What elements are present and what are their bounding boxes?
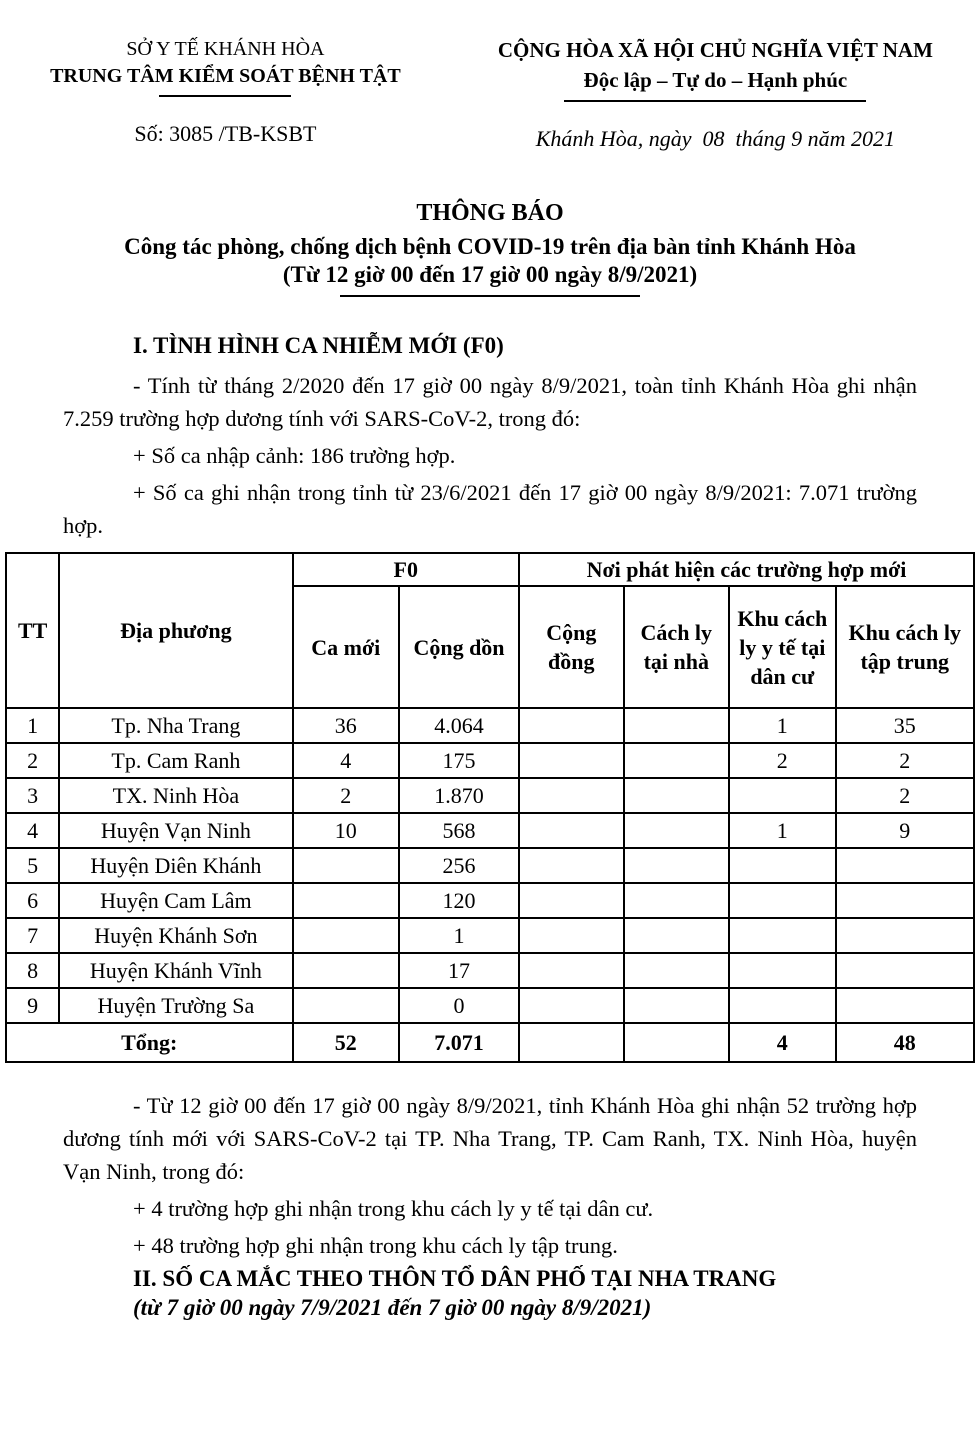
- agency-underline: [159, 95, 291, 97]
- table-cell: [836, 918, 974, 953]
- table-cell: 4.064: [399, 708, 519, 743]
- table-cell: [293, 883, 399, 918]
- col-header-community: Cộng đồng: [519, 586, 624, 708]
- table-row: [6, 813, 974, 848]
- agency-name: TRUNG TÂM KIỂM SOÁT BỆNH TẬT: [50, 65, 401, 87]
- table-cell: [729, 778, 835, 813]
- table-cell: [519, 918, 624, 953]
- table-cell: [624, 883, 730, 918]
- table-total-label: Tổng:: [6, 1023, 293, 1062]
- table-cell: Tp. Nha Trang: [59, 708, 292, 743]
- table-cell: [836, 883, 974, 918]
- document-title-block: [0, 200, 980, 297]
- table-cell: [519, 708, 624, 743]
- table-cell: [519, 778, 624, 813]
- section-1-heading: I. TÌNH HÌNH CA NHIỄM MỚI (F0): [133, 333, 504, 358]
- table-cell: [519, 848, 624, 883]
- table-total-row: [6, 1023, 974, 1062]
- col-header-tt: TT: [6, 553, 59, 708]
- table-total-cell: [519, 1023, 624, 1062]
- table-row: [6, 883, 974, 918]
- table-cell: [836, 848, 974, 883]
- section-1-paragraph-3: + Số ca ghi nhận trong tỉnh từ 23/6/2021 đến 17 giờ 00 ngày 8/9/2021: 7.071 trường hợp.: [63, 480, 917, 538]
- section-2-subheading: (từ 7 giờ 00 ngày 7/9/2021 đến 7 giờ 00 ngày 8/9/2021): [133, 1295, 652, 1320]
- table-row: [6, 778, 974, 813]
- table-cell: [624, 708, 730, 743]
- table-cell: Huyện Diên Khánh: [59, 848, 292, 883]
- document-type-title: THÔNG BÁO: [416, 200, 564, 226]
- table-row: [6, 953, 974, 988]
- table-cell: 36: [293, 708, 399, 743]
- title-underline: [340, 295, 640, 297]
- table-cell: [624, 953, 730, 988]
- table-cell: [729, 883, 835, 918]
- table-cell: 1: [6, 708, 59, 743]
- table-cell: 3: [6, 778, 59, 813]
- table-cell: 2: [836, 743, 974, 778]
- table-cell: 17: [399, 953, 519, 988]
- section-1-paragraph-1: - Tính từ tháng 2/2020 đến 17 giờ 00 ngày 8/9/2021, toàn tỉnh Khánh Hòa ghi nhận 7.259 trường hợp dương tính với SARS-CoV-2, trong đó:: [63, 373, 917, 431]
- table-cell: [729, 988, 835, 1023]
- table-cell: [519, 813, 624, 848]
- table-cell: TX. Ninh Hòa: [59, 778, 292, 813]
- document-time-range: (Từ 12 giờ 00 đến 17 giờ 00 ngày 8/9/2021): [282, 262, 698, 287]
- col-header-locality: Địa phương: [59, 553, 292, 708]
- table-row: [6, 848, 974, 883]
- table-cell: Huyện Vạn Ninh: [59, 813, 292, 848]
- national-motto-block: [451, 38, 980, 152]
- table-cell: 9: [6, 988, 59, 1023]
- table-cell: 2: [729, 743, 835, 778]
- table-cell: Huyện Trường Sa: [59, 988, 292, 1023]
- table-cell: [624, 778, 730, 813]
- table-cell: 1: [399, 918, 519, 953]
- table-cell: 1: [729, 708, 835, 743]
- table-cell: 4: [6, 813, 59, 848]
- parent-agency-name: SỞ Y TẾ KHÁNH HÒA: [126, 38, 325, 60]
- col-header-centralized-quarantine: Khu cách ly tập trung: [836, 586, 974, 708]
- table-row: [6, 708, 974, 743]
- col-header-new-cases: Ca mới: [293, 586, 399, 708]
- table-cell: [519, 743, 624, 778]
- table-cell: Huyện Cam Lâm: [59, 883, 292, 918]
- table-total-cell: 52: [293, 1023, 399, 1062]
- table-total-cell: [624, 1023, 730, 1062]
- table-total-cell: 48: [836, 1023, 974, 1062]
- table-cell: [519, 988, 624, 1023]
- table-header-row-1: [6, 553, 974, 586]
- country-name: CỘNG HÒA XÃ HỘI CHỦ NGHĨA VIỆT NAM: [497, 38, 933, 62]
- table-cell: 5: [6, 848, 59, 883]
- table-cell: [293, 953, 399, 988]
- table-cell: [293, 918, 399, 953]
- document-subject-title: Công tác phòng, chống dịch bệnh COVID-19 trên địa bàn tỉnh Khánh Hòa: [124, 234, 856, 259]
- table-cell: 568: [399, 813, 519, 848]
- place-and-date: Khánh Hòa, ngày 08 tháng 9 năm 2021: [535, 126, 896, 151]
- summary-detail-1: + 4 trường hợp ghi nhận trong khu cách ly y tế tại dân cư.: [133, 1196, 654, 1221]
- table-cell: [836, 953, 974, 988]
- table-cell: 0: [399, 988, 519, 1023]
- table-cell: 2: [293, 778, 399, 813]
- document-number: Số: 3085 /TB-KSBT: [134, 121, 317, 146]
- table-cell: 1.870: [399, 778, 519, 813]
- table-cell: [729, 848, 835, 883]
- table-cell: 2: [836, 778, 974, 813]
- table-cell: [624, 848, 730, 883]
- summary-detail-2: + 48 trường hợp ghi nhận trong khu cách ly tập trung.: [133, 1233, 618, 1258]
- section-1-paragraph-2: + Số ca nhập cảnh: 186 trường hợp.: [133, 443, 456, 468]
- national-motto: Độc lập – Tự do – Hạnh phúc: [583, 68, 848, 92]
- table-cell: [624, 988, 730, 1023]
- motto-underline: [564, 100, 866, 102]
- table-cell: 2: [6, 743, 59, 778]
- table-cell: [624, 743, 730, 778]
- table-cell: Huyện Khánh Sơn: [59, 918, 292, 953]
- table-cell: 120: [399, 883, 519, 918]
- table-cell: Huyện Khánh Vĩnh: [59, 953, 292, 988]
- col-group-f0: F0: [293, 553, 520, 586]
- issuing-agency-block: [0, 38, 451, 152]
- summary-paragraph: - Từ 12 giờ 00 đến 17 giờ 00 ngày 8/9/2021, tỉnh Khánh Hòa ghi nhận 52 trường hợp dương tính mới với SARS-CoV-2 tại TP. Nha Trang, TP. Cam Ranh, TX. Ninh Hòa, huyện Vạn Ninh, trong đó:: [63, 1093, 917, 1184]
- table-cell: 10: [293, 813, 399, 848]
- col-header-home-quarantine: Cách ly tại nhà: [624, 586, 730, 708]
- table-cell: 8: [6, 953, 59, 988]
- table-total-cell: 7.071: [399, 1023, 519, 1062]
- table-total-cell: 4: [729, 1023, 835, 1062]
- col-group-detection-place: Nơi phát hiện các trường hợp mới: [519, 553, 974, 586]
- table-cell: [293, 848, 399, 883]
- section-2-heading: II. SỐ CA MẮC THEO THÔN TỔ DÂN PHỐ TẠI NHA TRANG: [133, 1266, 777, 1291]
- table-cell: 35: [836, 708, 974, 743]
- table-cell: [729, 953, 835, 988]
- table-row: [6, 988, 974, 1023]
- table-cell: [624, 918, 730, 953]
- table-cell: 4: [293, 743, 399, 778]
- document-header: [0, 38, 980, 152]
- table-cell: 1: [729, 813, 835, 848]
- table-cell: [519, 883, 624, 918]
- table-cell: [624, 813, 730, 848]
- table-cell: 9: [836, 813, 974, 848]
- col-header-residential-medical-quarantine: Khu cách ly y tế tại dân cư: [729, 586, 835, 708]
- col-header-cumulative: Cộng dồn: [399, 586, 519, 708]
- covid-cases-table: [5, 552, 975, 1063]
- table-cell: [729, 918, 835, 953]
- table-row: [6, 743, 974, 778]
- table-cell: 6: [6, 883, 59, 918]
- table-cell: 175: [399, 743, 519, 778]
- table-cell: 7: [6, 918, 59, 953]
- table-cell: [519, 953, 624, 988]
- table-cell: Tp. Cam Ranh: [59, 743, 292, 778]
- table-cell: 256: [399, 848, 519, 883]
- table-cell: [293, 988, 399, 1023]
- table-cell: [836, 988, 974, 1023]
- table-row: [6, 918, 974, 953]
